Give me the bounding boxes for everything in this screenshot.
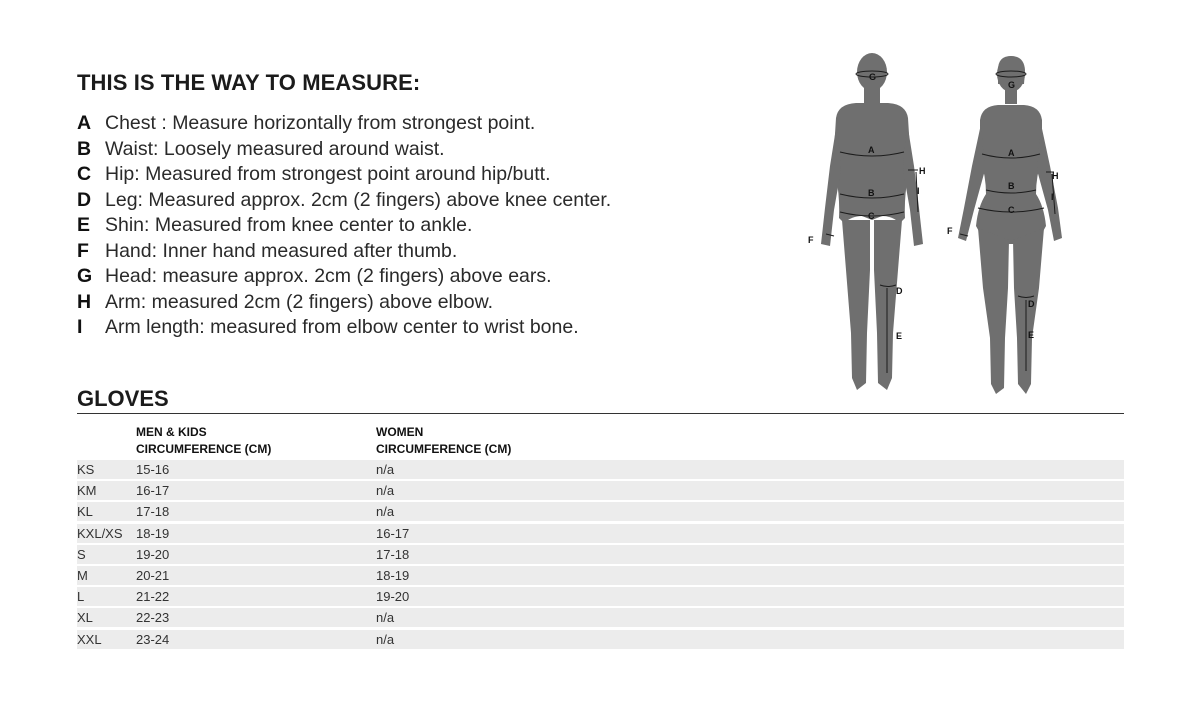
size-cell: XL	[77, 610, 93, 626]
men-cell: 19-20	[136, 546, 170, 562]
men-cell: 22-23	[136, 610, 170, 626]
female-label-f: F	[947, 226, 953, 236]
measure-text: Shin: Measured from knee center to ankle.	[105, 214, 473, 236]
measure-list	[77, 111, 611, 341]
measure-letter: F	[77, 239, 89, 262]
female-label-h: H	[1052, 171, 1059, 181]
female-label-a: A	[1008, 148, 1015, 158]
measure-text: Hip: Measured from strongest point around hip/butt.	[105, 163, 551, 185]
women-cell: n/a	[376, 483, 395, 499]
table-row	[77, 545, 1124, 564]
measure-text: Waist: Loosely measured around waist.	[105, 137, 445, 160]
measure-item-c	[77, 162, 611, 188]
size-cell: KM	[77, 483, 97, 499]
men-cell: 23-24	[136, 631, 170, 647]
male-label-i: I	[917, 186, 920, 196]
measure-letter: D	[77, 188, 92, 211]
table-row	[77, 587, 1124, 606]
male-label-d: D	[896, 286, 903, 296]
table-row	[77, 566, 1124, 585]
header-men-kids-line1: MEN & KIDS	[136, 425, 207, 439]
male-label-h: H	[919, 166, 926, 176]
gloves-table-header	[77, 424, 1124, 460]
female-label-g: G	[1008, 80, 1016, 90]
header-women-line2: CIRCUMFERENCE (CM)	[376, 442, 512, 456]
women-cell: 19-20	[376, 589, 410, 605]
table-row	[77, 630, 1124, 649]
men-cell: 15-16	[136, 462, 170, 477]
measure-item-f	[77, 239, 611, 265]
table-row	[77, 502, 1124, 521]
women-cell: 17-18	[376, 546, 410, 562]
measure-text: Hand: Inner hand measured after thumb.	[105, 239, 458, 262]
male-label-c: C	[868, 211, 875, 221]
male-label-a: A	[868, 145, 875, 155]
table-row	[77, 524, 1124, 543]
male-label-e: E	[896, 331, 903, 341]
gloves-title: GLOVES	[77, 386, 169, 411]
header-women-line1: WOMEN	[376, 425, 424, 439]
men-cell: 18-19	[136, 525, 170, 541]
women-cell: n/a	[376, 631, 395, 647]
table-row	[77, 460, 1124, 479]
header-men-kids-line2: CIRCUMFERENCE (CM)	[136, 442, 272, 456]
section-divider	[77, 413, 1124, 414]
size-cell: KXL/XS	[77, 525, 123, 541]
male-label-g: G	[869, 72, 877, 82]
women-cell: n/a	[376, 462, 395, 477]
women-cell: 16-17	[376, 525, 410, 541]
measure-item-e	[77, 213, 611, 239]
measure-text: Arm length: measured from elbow center to wrist bone.	[105, 316, 579, 338]
measure-text: Chest : Measure horizontally from strongest point.	[105, 112, 536, 134]
measure-letter: G	[77, 265, 93, 287]
header-men-kids	[136, 424, 271, 458]
measure-item-b	[77, 137, 611, 163]
measure-letter: H	[77, 290, 92, 313]
women-cell: n/a	[376, 504, 395, 520]
measure-item-a	[77, 111, 611, 137]
measure-title: THIS IS THE WAY TO MEASURE:	[77, 70, 421, 95]
size-cell: XXL	[77, 631, 102, 647]
body-measurement-figures	[800, 48, 1080, 408]
size-cell: S	[77, 546, 86, 562]
measure-item-g	[77, 264, 611, 290]
measure-letter: C	[77, 163, 92, 185]
female-figure	[958, 56, 1062, 394]
female-label-e: E	[1028, 330, 1035, 340]
measure-letter: I	[77, 316, 83, 338]
measure-text: Arm: measured 2cm (2 fingers) above elbow.	[105, 290, 494, 313]
measure-letter: B	[77, 137, 92, 160]
men-cell: 16-17	[136, 483, 170, 499]
men-cell: 21-22	[136, 589, 170, 605]
women-cell: 18-19	[376, 567, 410, 583]
measure-letter: E	[77, 214, 91, 236]
measure-item-h	[77, 290, 611, 316]
table-row	[77, 608, 1124, 627]
gloves-table-body	[77, 460, 1124, 651]
size-cell: L	[77, 589, 85, 605]
men-cell: 17-18	[136, 504, 170, 520]
measure-text: Head: measure approx. 2cm (2 fingers) above ears.	[105, 265, 552, 287]
male-label-b: B	[868, 188, 875, 198]
men-cell: 20-21	[136, 567, 170, 583]
table-row	[77, 481, 1124, 500]
size-cell: KL	[77, 504, 93, 520]
female-label-d: D	[1028, 299, 1035, 309]
size-cell: M	[77, 567, 88, 583]
measure-letter: A	[77, 112, 92, 134]
women-cell: n/a	[376, 610, 395, 626]
measure-item-d	[77, 188, 611, 214]
female-label-b: B	[1008, 181, 1015, 191]
size-cell: KS	[77, 462, 95, 477]
male-figure	[821, 53, 923, 390]
female-label-i: I	[1051, 192, 1054, 202]
female-label-c: C	[1008, 205, 1015, 215]
measure-item-i	[77, 315, 611, 341]
header-women	[376, 424, 511, 458]
measure-text: Leg: Measured approx. 2cm (2 fingers) above knee center.	[105, 188, 612, 211]
male-label-f: F	[808, 235, 814, 245]
